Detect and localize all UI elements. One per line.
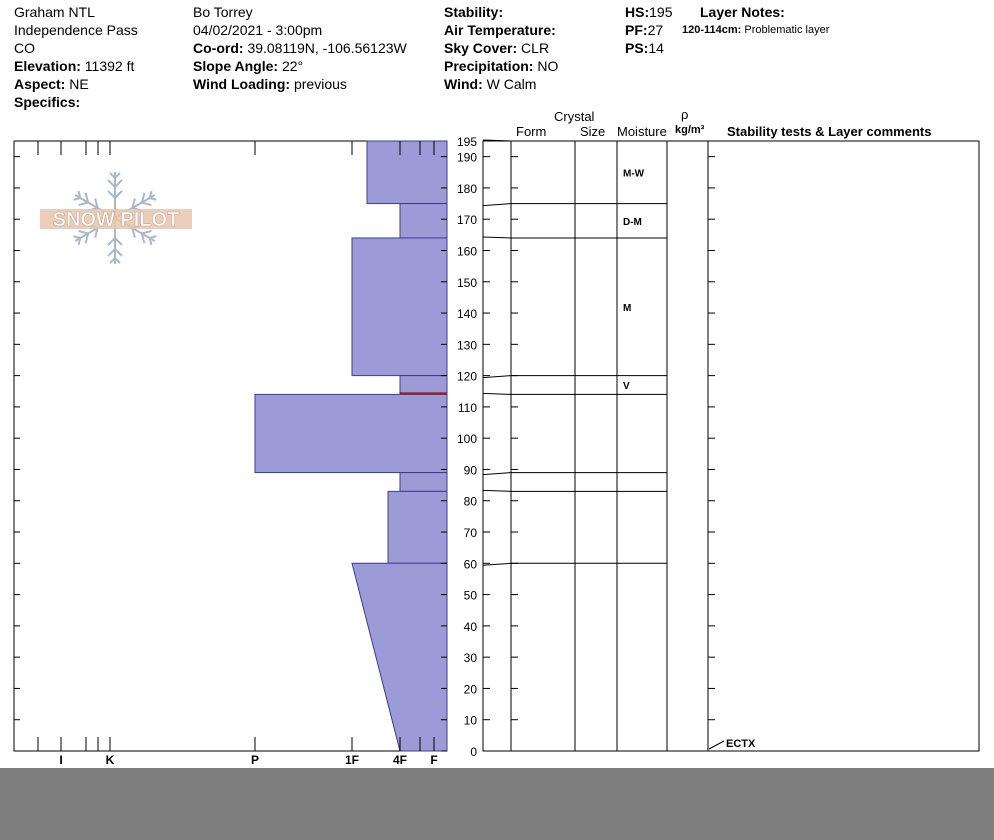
sky-value: CLR: [521, 40, 550, 56]
hardness-label-P: P: [250, 753, 260, 767]
depth-label-20: 20: [463, 682, 477, 697]
wind-label: Wind:: [444, 76, 483, 92]
density-symbol: ρ: [681, 107, 689, 122]
depth-label-195: 195: [456, 135, 477, 149]
air-temp-label: Air Temperature:: [444, 22, 556, 38]
depth-label-170: 170: [456, 213, 477, 228]
sky-label: Sky Cover:: [444, 40, 518, 56]
elevation-label: Elevation:: [14, 58, 81, 74]
depth-label-100: 100: [456, 432, 477, 447]
coord-label: Co-ord:: [193, 40, 244, 56]
hardness-label-I: I: [59, 753, 63, 767]
wind-value: W Calm: [486, 76, 537, 92]
size-heading: Size: [580, 124, 606, 139]
layer-notes-label: Layer Notes:: [700, 4, 785, 20]
depth-label-30: 30: [463, 651, 477, 666]
hs-value: 195: [649, 4, 673, 20]
hardness-layer-3: [400, 376, 447, 395]
depth-label-190: 190: [456, 150, 477, 165]
sky-row: [444, 40, 549, 56]
layer-connector-1: [483, 204, 511, 206]
location-line-3: CO: [14, 40, 35, 56]
location-line-1: Graham NTL: [14, 4, 95, 20]
depth-label-80: 80: [463, 494, 477, 509]
observer-name: Bo Torrey: [193, 4, 253, 20]
wind-loading-value: previous: [293, 76, 347, 92]
crystal-heading: Crystal: [554, 109, 595, 124]
depth-label-50: 50: [463, 588, 477, 603]
hardness-label-K: K: [105, 753, 115, 767]
wind-loading-label: Wind Loading:: [193, 76, 291, 92]
aspect-row: [14, 76, 89, 92]
depth-label-90: 90: [463, 463, 477, 478]
precip-label: Precipitation:: [444, 58, 534, 74]
hardness-label-1F: 1F: [344, 753, 360, 767]
logo-text: SNOW PILOT: [52, 209, 180, 231]
location-line-2: Independence Pass: [14, 22, 138, 38]
moisture-heading: Moisture: [617, 124, 667, 139]
hardness-layer-0: [367, 141, 447, 204]
depth-label-140: 140: [456, 307, 477, 322]
depth-label-40: 40: [463, 619, 477, 634]
hardness-label-F: F: [430, 753, 438, 767]
hardness-layer-5: [400, 473, 447, 492]
wind-row: [444, 76, 536, 92]
layer-note-text: Problematic layer: [744, 24, 830, 36]
aspect-label: Aspect:: [14, 76, 66, 92]
observation-datetime: 04/02/2021 - 3:00pm: [193, 22, 323, 38]
layer-connector-2: [483, 237, 511, 238]
hardness-layer-1: [400, 204, 447, 238]
depth-label-10: 10: [463, 713, 477, 728]
pf-value: 27: [647, 22, 664, 38]
layer-connector-6: [483, 490, 511, 491]
depth-label-180: 180: [456, 181, 477, 196]
depth-label-0: 0: [470, 745, 477, 759]
hs-label: HS:: [625, 4, 650, 20]
layer-table-frame: [483, 141, 979, 751]
moisture-label-0: M-W: [623, 168, 645, 180]
hardness-label-4F: 4F: [392, 753, 408, 767]
specifics-label: Specifics:: [14, 94, 81, 110]
coord-value: 39.08119N, -106.56123W: [247, 40, 407, 56]
form-heading: Form: [516, 124, 547, 139]
depth-label-130: 130: [456, 338, 477, 353]
hs-row: [625, 4, 672, 20]
ps-value: 14: [648, 40, 664, 56]
hardness-layer-2: [352, 238, 447, 376]
pf-row: [625, 22, 663, 38]
hardness-layer-6: [388, 491, 447, 563]
precip-row: [444, 58, 558, 74]
stability-test-pointer-0: [709, 741, 724, 749]
hardness-layer-4: [255, 394, 447, 472]
depth-label-70: 70: [463, 526, 477, 541]
layer-note-range: 120-114cm:: [682, 24, 742, 36]
depth-label-110: 110: [457, 400, 477, 415]
depth-label-160: 160: [456, 244, 477, 259]
layer-connector-5: [483, 473, 511, 475]
layer-note: [682, 24, 829, 36]
depth-label-120: 120: [456, 369, 477, 384]
stability-test-label-0: ECTX: [726, 738, 756, 750]
layer-connector-4: [483, 393, 511, 394]
wind-loading-row: [193, 76, 347, 92]
comments-heading: Stability tests & Layer comments: [727, 124, 932, 139]
moisture-label-1: D-M: [623, 216, 642, 228]
depth-label-150: 150: [456, 275, 477, 290]
aspect-value: NE: [69, 76, 89, 92]
slope-label: Slope Angle:: [193, 58, 279, 74]
ps-label: PS:: [625, 40, 649, 56]
footer-band: [0, 768, 994, 840]
slope-value: 22°: [281, 58, 304, 74]
hardness-layer-7: [352, 563, 447, 751]
moisture-label-3: V: [623, 381, 630, 392]
moisture-label-2: M: [623, 302, 632, 314]
coord-row: [193, 40, 407, 56]
slope-row: [193, 58, 303, 74]
density-unit: kg/m³: [675, 124, 705, 136]
elevation-row: [14, 58, 134, 74]
pf-label: PF:: [625, 22, 648, 38]
precip-value: NO: [537, 58, 559, 74]
stability-label: Stability:: [444, 4, 504, 20]
ps-row: [625, 40, 664, 56]
elevation-value: 11392 ft: [84, 58, 135, 74]
depth-label-60: 60: [463, 557, 477, 572]
